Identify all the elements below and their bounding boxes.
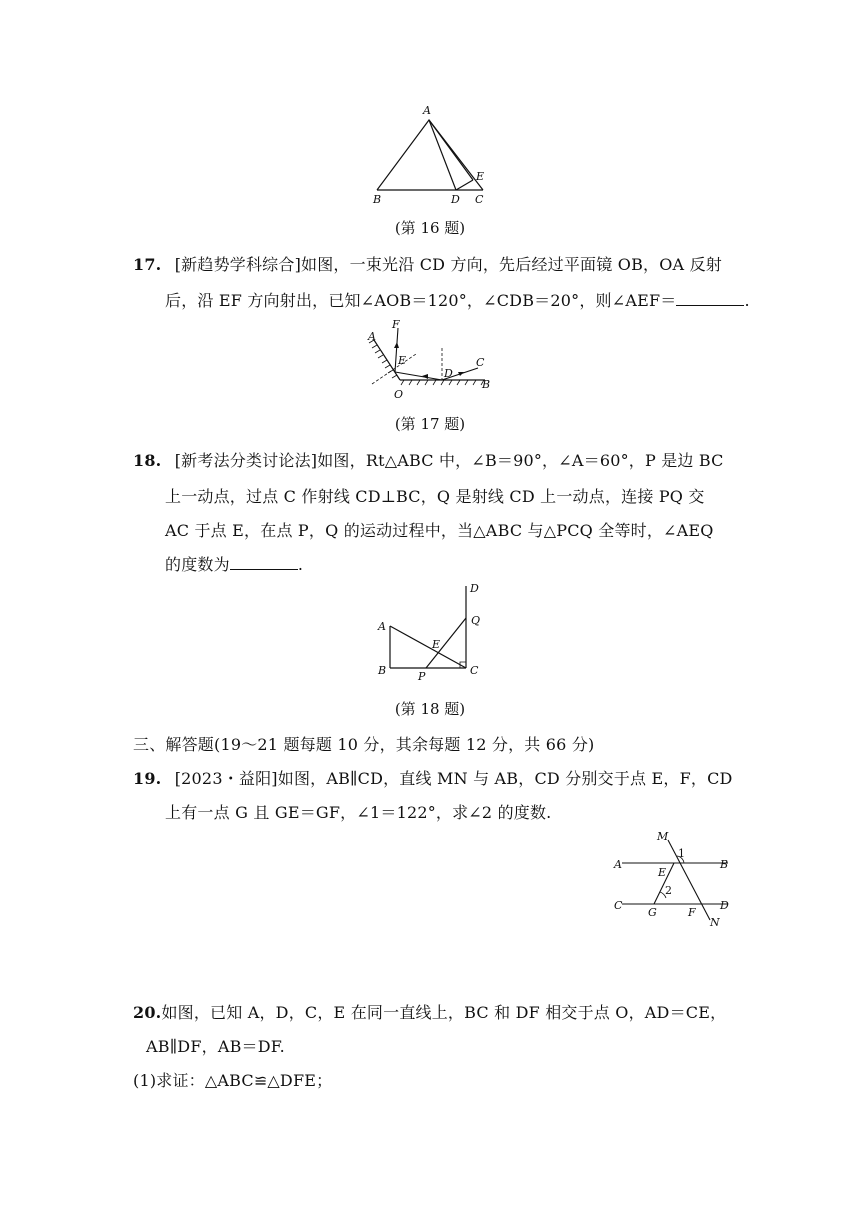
q18-number: 18. [133, 451, 162, 470]
q20-line1 [133, 1000, 726, 1023]
q18-line1 [133, 448, 724, 471]
q19-text-1: [2023・益阳]如图，AB∥CD，直线 MN 与 AB，CD 分别交于点 E，F，CD [174, 769, 733, 788]
fig16-label-d: D [451, 193, 460, 206]
q20-part1: (1)求证：△ABC≌△DFE； [133, 1071, 333, 1090]
figure-16 [365, 100, 495, 210]
fig19-label-m: M [657, 830, 669, 843]
fig17-label-f: F [392, 318, 400, 331]
fig19-label-b: B [720, 858, 729, 871]
fig17-label-e: E [398, 354, 407, 367]
fig17-label-a: A [368, 330, 376, 343]
q17-text-2: 后，沿 EF 方向射出，已知∠AOB＝120°，∠CDB＝20°，则∠AEF＝ [165, 291, 677, 310]
fig17-label-d: D [444, 367, 453, 380]
fig17-label-o: O [394, 388, 404, 401]
fig19-label-c: C [614, 899, 623, 912]
q17-line1 [133, 252, 722, 275]
q17-number: 17. [133, 255, 162, 274]
q19-line2: 上有一点 G 且 GE＝GF，∠1＝122°，求∠2 的度数. [165, 803, 552, 822]
q18-line3: AC 于点 E，在点 P，Q 的运动过程中，当△ABC 与△PCQ 全等时，∠AEQ [165, 521, 714, 540]
fig19-label-d: D [720, 899, 729, 912]
fig18-label-d: D [470, 582, 479, 595]
figure-17 [360, 318, 500, 404]
fig19-label-n: N [710, 916, 720, 929]
q19-number: 19. [133, 769, 162, 788]
fig19-label-f: F [688, 906, 696, 919]
fig19-label-1: 1 [678, 847, 685, 860]
q18-answer-blank[interactable] [230, 555, 298, 570]
q18-text-1: [新考法分类讨论法]如图，Rt△ABC 中，∠B＝90°，∠A＝60°，P 是边 BC [174, 451, 724, 470]
fig16-label-c: C [475, 193, 484, 206]
q18-line4 [165, 552, 303, 575]
q17-text-2-end: . [744, 291, 750, 310]
fig19-label-g: G [648, 906, 657, 919]
q20-number: 20. [133, 1003, 162, 1022]
fig17-label-b: B [482, 378, 491, 391]
q19-line1 [133, 766, 733, 789]
fig19-label-e: E [658, 866, 667, 879]
q18-text-4-end: . [297, 555, 304, 574]
fig19-label-2: 2 [665, 884, 672, 897]
figure-18 [372, 578, 492, 682]
fig17-label-c: C [476, 356, 485, 369]
q18-text-4: 的度数为 [165, 555, 230, 574]
fig18-label-b: B [378, 664, 387, 677]
fig19-label-a: A [614, 858, 622, 871]
fig18-label-p: P [418, 670, 426, 682]
q17-line2 [165, 288, 750, 311]
q20-line2: AB∥DF，AB＝DF. [146, 1037, 285, 1056]
fig16-caption: (第 16 题) [394, 219, 466, 237]
q20-text-1: 如图，已知 A，D，C，E 在同一直线上，BC 和 DF 相交于点 O，AD＝CE， [161, 1003, 727, 1022]
fig18-label-e: E [432, 638, 441, 651]
q18-line2: 上一动点，过点 C 作射线 CD⊥BC，Q 是射线 CD 上一动点，连接 PQ 交 [165, 487, 705, 506]
fig16-label-a: A [423, 104, 431, 117]
fig16-label-e: E [476, 170, 485, 183]
fig17-caption: (第 17 题) [394, 415, 466, 433]
fig18-label-q: Q [471, 614, 481, 627]
fig18-label-a: A [378, 620, 386, 633]
q17-answer-blank[interactable] [676, 291, 744, 306]
fig18-caption: (第 18 题) [394, 700, 466, 718]
figure-19 [610, 826, 740, 930]
fig16-label-b: B [373, 193, 382, 206]
fig18-label-c: C [470, 664, 479, 677]
section3-title: 三、解答题(19～21 题每题 10 分，其余每题 12 分，共 66 分) [133, 735, 595, 754]
q17-text-1: [新趋势学科综合]如图，一束光沿 CD 方向，先后经过平面镜 OB，OA 反射 [174, 255, 722, 274]
